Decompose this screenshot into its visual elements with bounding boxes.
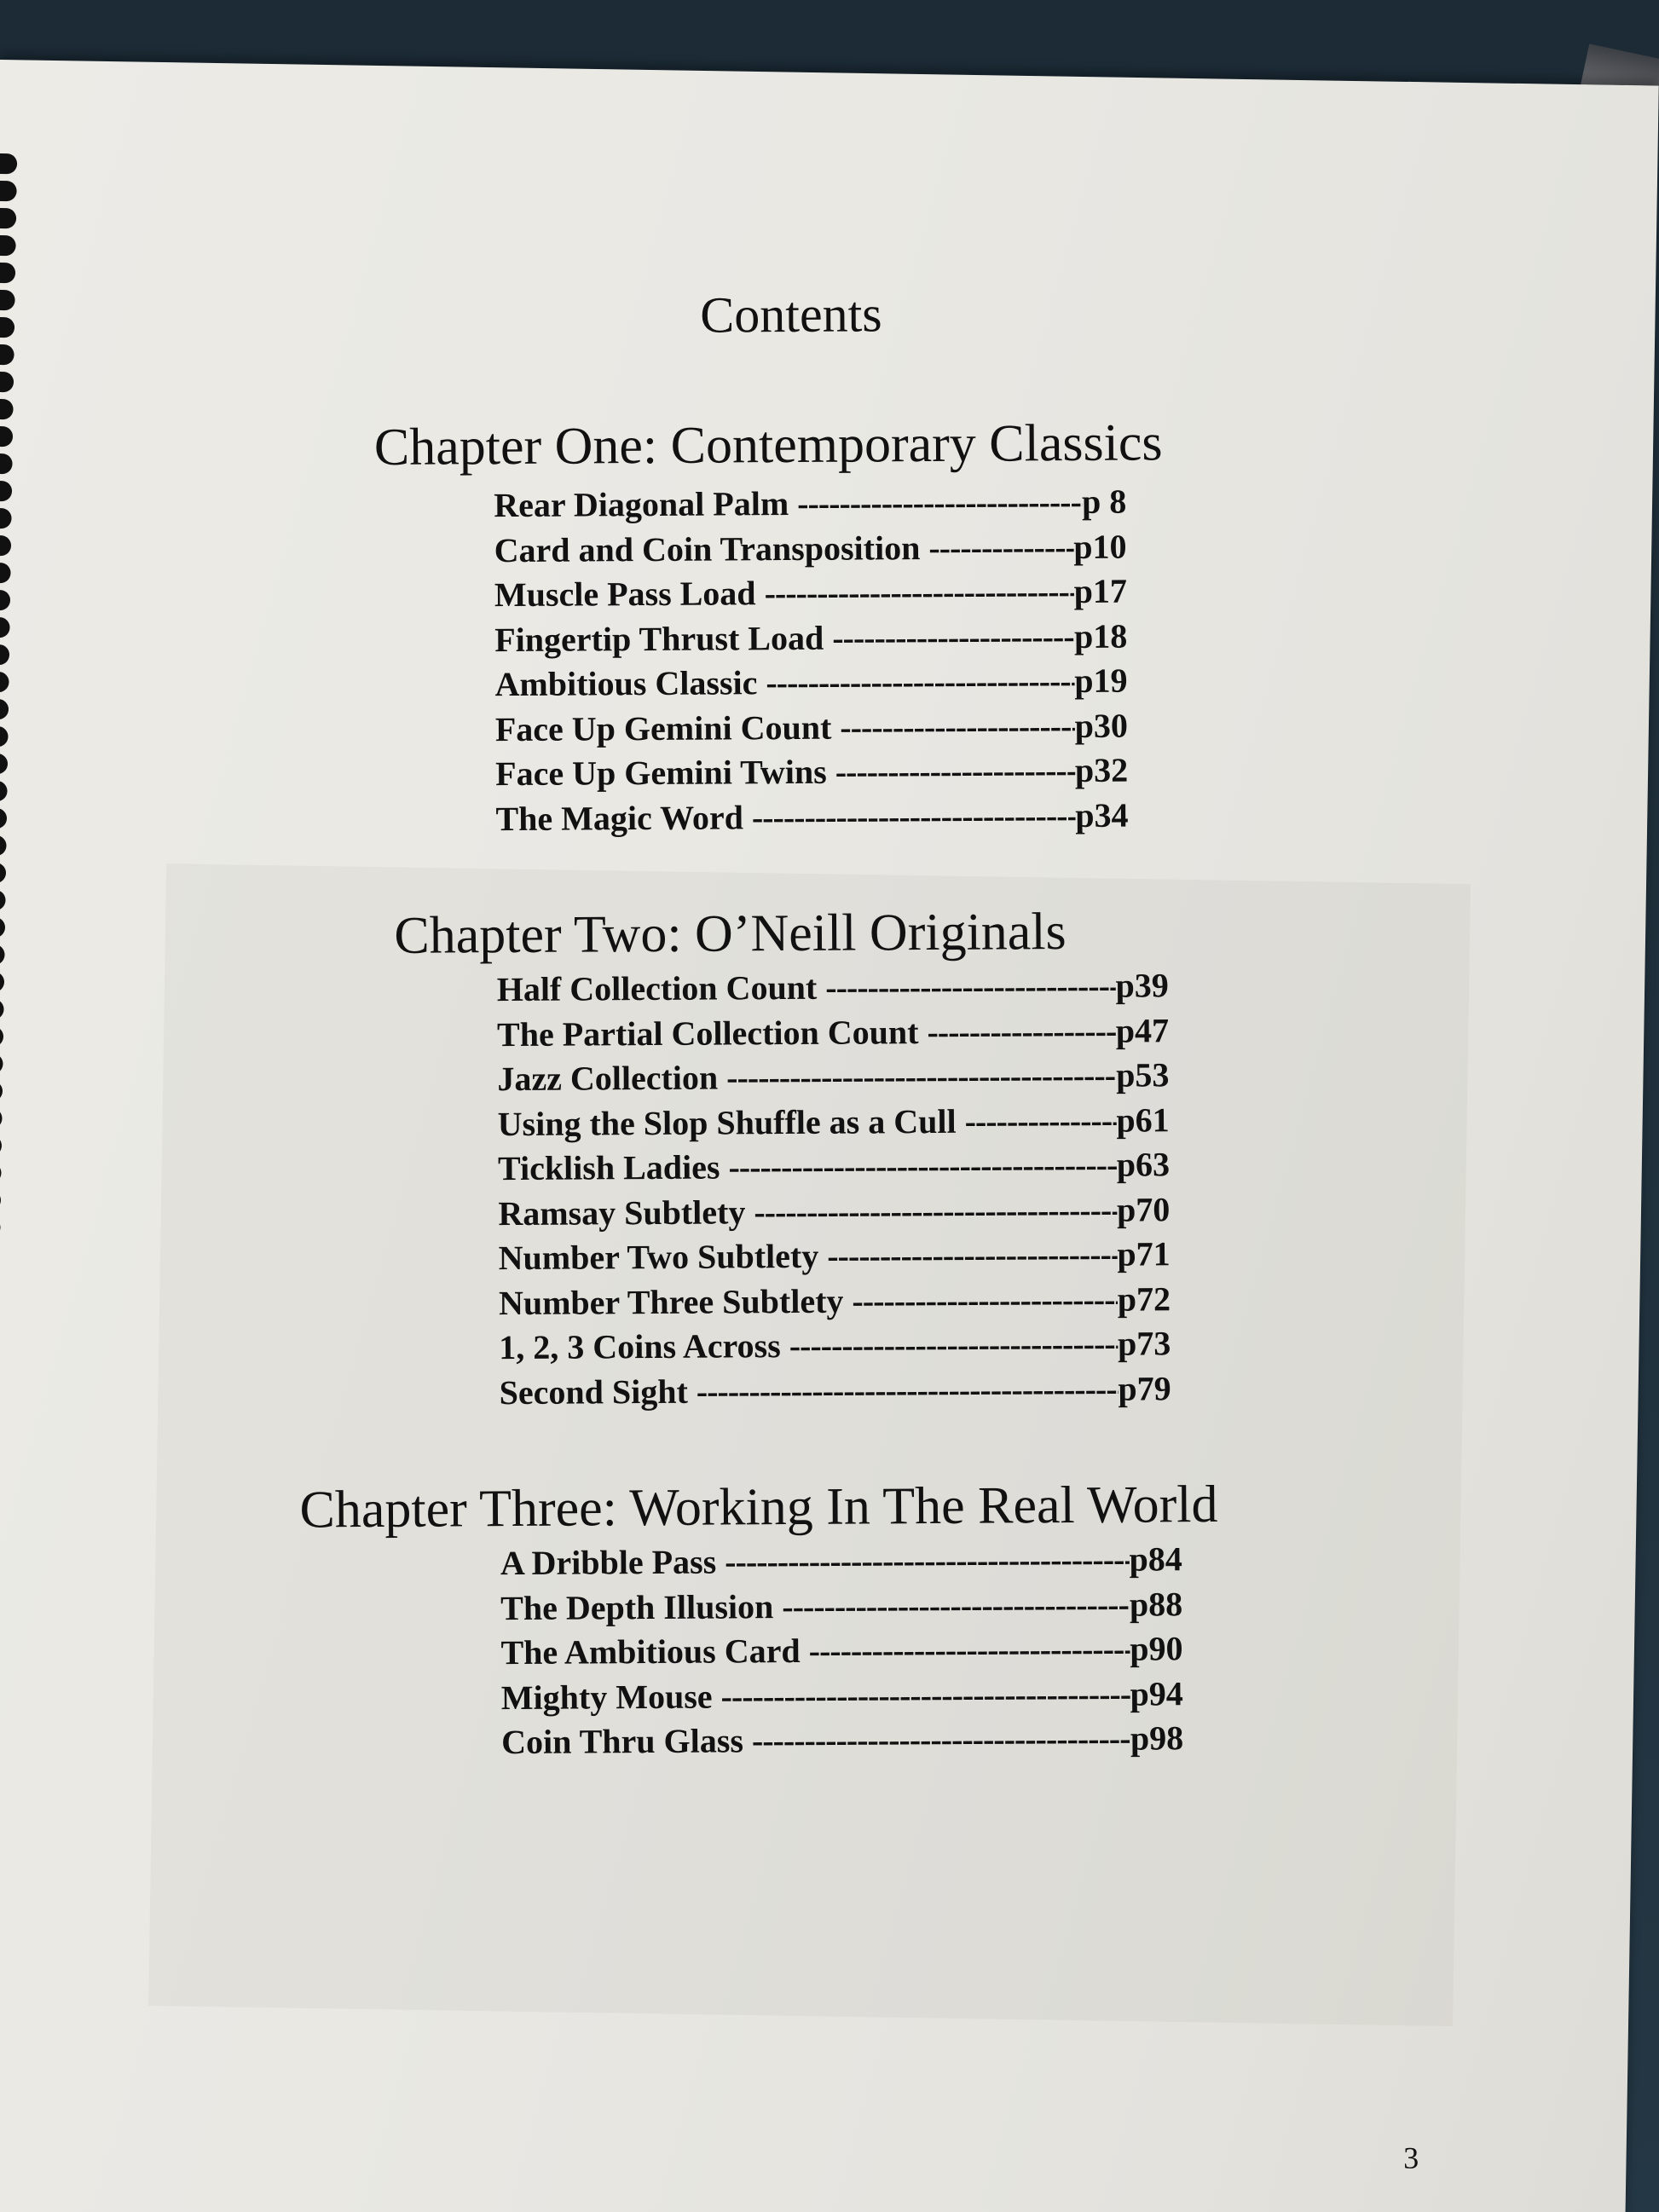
toc-entry	[494, 659, 1127, 707]
dot-leader	[797, 480, 1082, 527]
toc-entry-page: p32	[1074, 750, 1129, 789]
toc-entry-page: p47	[1115, 1010, 1170, 1050]
toc-entry-page: p10	[1073, 527, 1127, 566]
dot-leader	[964, 1098, 1116, 1144]
dot-leader	[782, 1582, 1130, 1629]
toc-entry	[497, 963, 1169, 1012]
toc-entry-page: p94	[1130, 1673, 1183, 1713]
toc-entry-page: p18	[1073, 616, 1128, 656]
dot-leader	[720, 1672, 1130, 1718]
toc-entry	[495, 703, 1128, 752]
toc-entry-label: The Ambitious Card	[500, 1631, 801, 1672]
toc-entry-label: Mighty Mouse	[500, 1677, 713, 1717]
chapter-heading: Chapter Two: O’Neill Originals	[394, 903, 1066, 965]
toc-entry-page: p17	[1073, 571, 1128, 610]
toc-entry-page: p34	[1075, 795, 1129, 835]
toc-entry-page: p72	[1117, 1279, 1171, 1319]
toc-entry-label: Card and Coin Transposition	[494, 528, 921, 569]
toc-entry-page: p39	[1115, 966, 1169, 1005]
toc-entry-page: p53	[1115, 1055, 1170, 1094]
dot-leader	[764, 569, 1073, 616]
dot-leader	[754, 1187, 1117, 1234]
toc-entry	[497, 1008, 1169, 1057]
toc-entry	[499, 1366, 1171, 1415]
toc-entry-label: Using the Slop Shuffle as a Cull	[497, 1101, 957, 1143]
toc-entry-label: Ticklish Ladies	[497, 1147, 720, 1188]
dot-leader	[809, 1627, 1130, 1674]
toc-entry-label: Coin Thru Glass	[501, 1721, 744, 1762]
dot-leader	[927, 1008, 1116, 1054]
toc-entry-label: Face Up Gemini Count	[494, 707, 832, 748]
toc-entry-label: The Magic Word	[495, 797, 744, 838]
page-number: 3	[1403, 2140, 1419, 2175]
toc-entry-label: Ramsay Subtlety	[498, 1192, 746, 1233]
toc-entry	[494, 614, 1127, 662]
toc-entry	[495, 748, 1128, 797]
dot-leader	[728, 1143, 1117, 1190]
dot-leader	[827, 1233, 1117, 1279]
dot-leader	[789, 1322, 1119, 1369]
toc-entry-page: p84	[1129, 1539, 1182, 1579]
toc-entry-label: Number Two Subtlety	[498, 1236, 819, 1278]
toc-entry-page: p70	[1116, 1189, 1171, 1229]
page-title: Contents	[700, 286, 882, 344]
toc-entry-page: p90	[1130, 1629, 1183, 1668]
dot-leader	[928, 524, 1073, 570]
dot-leader	[835, 748, 1076, 794]
toc-entry	[494, 524, 1126, 573]
toc-entry-label: Face Up Gemini Twins	[495, 752, 827, 794]
toc-entry-label: Rear Diagonal Palm	[494, 484, 789, 525]
toc-entry	[498, 1142, 1170, 1191]
toc-entry-page: p61	[1116, 1100, 1170, 1140]
toc-entry	[499, 1277, 1171, 1325]
dot-leader	[832, 614, 1074, 660]
dot-leader	[840, 703, 1075, 749]
toc-entry	[494, 569, 1127, 618]
toc-entry-label: Muscle Pass Load	[494, 574, 756, 615]
dot-leader	[852, 1277, 1118, 1323]
toc-entry-label: The Partial Collection Count	[496, 1012, 919, 1054]
toc-entry	[494, 480, 1126, 528]
toc-entry	[501, 1672, 1183, 1720]
toc-entry-page: p79	[1118, 1368, 1171, 1408]
chapter-heading: Chapter One: Contemporary Classics	[373, 413, 1163, 476]
toc-entry	[499, 1232, 1171, 1280]
dot-leader	[697, 1366, 1119, 1414]
dot-leader	[766, 659, 1074, 706]
toc-entry	[495, 793, 1128, 841]
toc-entry-label: A Dribble Pass	[500, 1542, 717, 1583]
toc-entry	[500, 1537, 1182, 1585]
dot-leader	[725, 1538, 1130, 1585]
toc-entry-label: Jazz Collection	[497, 1058, 719, 1099]
chapter-entries	[494, 480, 1129, 842]
toc-entry-label: 1, 2, 3 Coins Across	[499, 1326, 781, 1367]
toc-entry-page: p 8	[1081, 482, 1127, 521]
toc-entry-label: Half Collection Count	[496, 967, 818, 1009]
toc-entry	[498, 1187, 1170, 1236]
toc-entry-page: p98	[1130, 1718, 1184, 1758]
toc-entry	[501, 1716, 1183, 1764]
toc-entry	[500, 1626, 1182, 1675]
toc-entry-page: p71	[1117, 1234, 1171, 1273]
chapter-entries	[500, 1537, 1184, 1764]
dot-leader	[752, 793, 1076, 840]
toc-entry-label: Fingertip Thrust Load	[494, 618, 824, 659]
toc-entry-label: Ambitious Classic	[494, 663, 758, 704]
toc-entry-page: p30	[1074, 706, 1129, 745]
toc-entry-page: p19	[1074, 661, 1128, 700]
dot-leader	[726, 1054, 1116, 1100]
toc-entry-label: The Depth Illusion	[500, 1586, 774, 1627]
toc-entry	[498, 1098, 1170, 1146]
chapter-heading: Chapter Three: Working In The Real World	[299, 1475, 1218, 1539]
toc-entry	[497, 1053, 1169, 1101]
toc-entry-page: p88	[1129, 1584, 1183, 1624]
dot-leader	[752, 1717, 1130, 1764]
toc-entry-page: p63	[1116, 1145, 1171, 1184]
dot-leader	[825, 964, 1116, 1011]
toc-entry	[499, 1321, 1171, 1370]
toc-entry	[500, 1582, 1182, 1631]
chapter-entries	[497, 963, 1171, 1415]
toc-entry-label: Number Three Subtlety	[498, 1281, 844, 1322]
toc-entry-page: p73	[1117, 1324, 1171, 1363]
toc-entry-label: Second Sight	[499, 1372, 688, 1412]
